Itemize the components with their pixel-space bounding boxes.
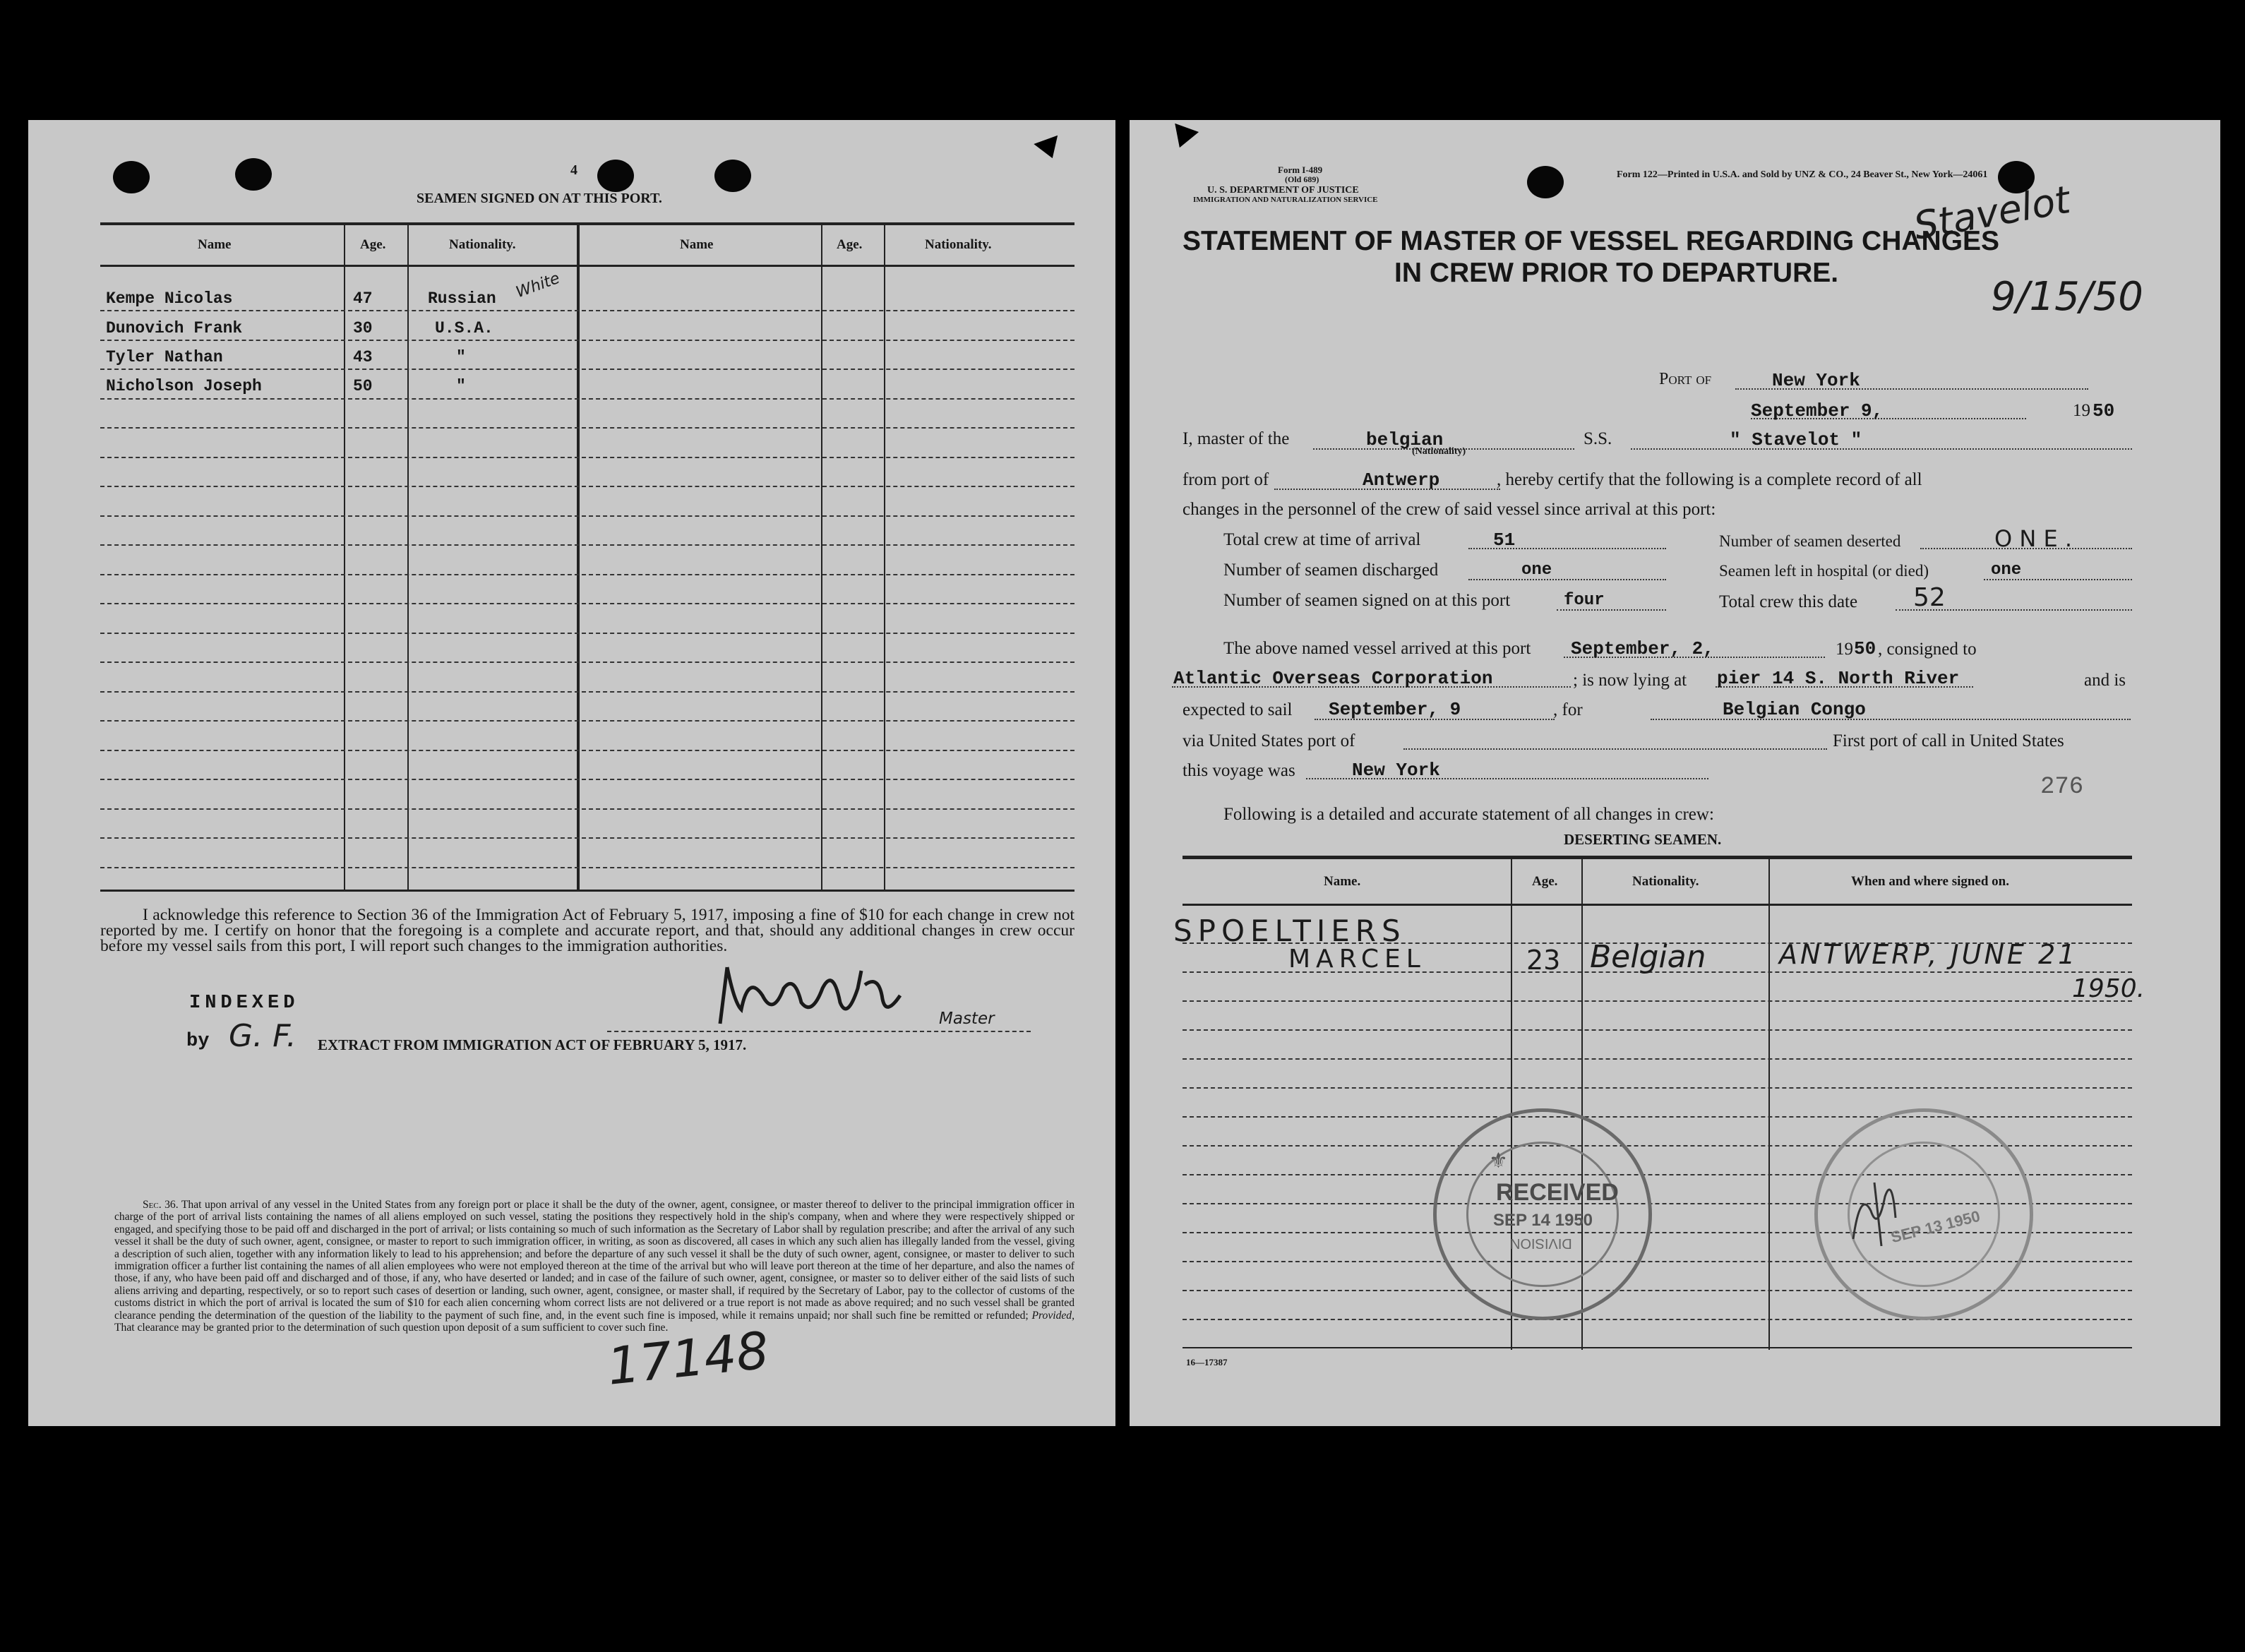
table-row-line xyxy=(100,837,1074,839)
table-row-line xyxy=(100,544,1074,546)
table-row-line xyxy=(100,779,1074,780)
certify-text: , hereby certify that the following is a complete record of all xyxy=(1497,470,1922,489)
desert-col-name: Name. xyxy=(1324,874,1361,889)
service: IMMIGRATION AND NATURALIZATION SERVICE xyxy=(1193,196,1378,204)
consigned-label: , consigned to xyxy=(1878,640,1977,659)
indexed-stamp: INDEXED xyxy=(189,993,299,1014)
consignee: Atlantic Overseas Corporation xyxy=(1173,668,1493,689)
ss-label: S.S. xyxy=(1584,429,1612,448)
table-row-line xyxy=(1183,1116,2132,1118)
voyage-label: this voyage was xyxy=(1183,761,1295,780)
line xyxy=(1403,748,1827,750)
line xyxy=(1631,448,2132,450)
table-row-line xyxy=(100,369,1074,370)
master-label: Master xyxy=(939,1010,995,1028)
desert-col-signed-on: When and where signed on. xyxy=(1851,874,2010,889)
deserter-nationality: Belgian xyxy=(1590,939,1706,975)
col-divider xyxy=(407,222,409,890)
handwritten-vessel: Stavelot xyxy=(1910,177,2073,249)
table-row-line xyxy=(100,398,1074,400)
hospital-label: Seamen left in hospital (or died) xyxy=(1719,562,1929,580)
stamp-received: RECEIVED xyxy=(1496,1179,1619,1206)
stamp-date: SEP 14 1950 xyxy=(1493,1211,1593,1230)
via-label: via United States port of xyxy=(1183,731,1355,750)
certify-text-2: changes in the personnel of the crew of said vessel since arrival at this port: xyxy=(1183,500,1716,519)
table-row-line xyxy=(1183,1319,2132,1320)
port-of-label: Port of xyxy=(1659,370,1712,388)
and-is-label: and is xyxy=(2084,671,2126,690)
seaman-age: 50 xyxy=(353,377,373,395)
table-row-line xyxy=(100,486,1074,487)
table-top-rule xyxy=(100,222,1074,225)
arrived-year-prefix: 19 xyxy=(1836,640,1853,659)
deserted-value: O N E . xyxy=(1994,525,2073,552)
total-crew-arrival-value: 51 xyxy=(1493,529,1516,551)
printer-line: Form 122—Printed in U.S.A. and Sold by UNZ & CO., 24 Beaver St., New York—24061 xyxy=(1617,169,1988,180)
form-number: Form I-489 xyxy=(1278,164,1323,175)
arrived-label: The above named vessel arrived at this port xyxy=(1223,639,1531,658)
col-header-nationality: Nationality. xyxy=(925,237,992,252)
desert-col-age: Age. xyxy=(1532,874,1558,889)
signature-line xyxy=(607,1031,1031,1032)
expected-label: expected to sail xyxy=(1183,700,1293,719)
first-port-label: First port of call in United States xyxy=(1833,731,2064,750)
seaman-age: 47 xyxy=(353,289,373,308)
signed-on-value: four xyxy=(1564,591,1605,610)
indexed-by: by xyxy=(186,1031,210,1052)
from-port-label: from port of xyxy=(1183,470,1269,489)
table-row-line xyxy=(100,515,1074,517)
section-36-text xyxy=(114,1199,1074,1334)
seaman-name: Nicholson Joseph xyxy=(106,377,262,395)
lying-label: ; is now lying at xyxy=(1573,671,1687,690)
table-row-line xyxy=(100,574,1074,575)
punch-hole xyxy=(597,160,634,192)
proviso-word: Provided, xyxy=(1031,1309,1074,1322)
vessel-name: " Stavelot " xyxy=(1730,429,1862,450)
total-today-value: 52 xyxy=(1913,583,1946,612)
date-value: September 9, xyxy=(1751,400,1884,421)
table-header-rule xyxy=(100,265,1074,267)
stamp2-date: SEP 13 1950 xyxy=(1888,1207,1982,1247)
col-divider xyxy=(884,222,885,890)
arrived-value: September, 2, xyxy=(1571,638,1714,659)
punch-hole xyxy=(714,160,751,192)
received-stamp xyxy=(1433,1108,1652,1320)
punch-hole xyxy=(235,158,272,191)
col-header-nationality: Nationality. xyxy=(449,237,516,252)
seaman-nationality: " xyxy=(456,348,466,366)
table-row-line xyxy=(100,750,1074,751)
col-divider xyxy=(577,222,580,890)
table-row-line xyxy=(100,808,1074,810)
voyage-value: New York xyxy=(1352,760,1440,781)
nationality-value: belgian xyxy=(1366,429,1444,450)
deserter-surname: SPOELTIERS xyxy=(1173,914,1406,948)
seaman-age: 43 xyxy=(353,348,373,366)
department: U. S. DEPARTMENT OF JUSTICE xyxy=(1207,185,1359,196)
seaman-nationality: Russian xyxy=(428,289,496,308)
proviso-text: That clearance may be granted prior to the determination of such question upon deposit of a sum sufficient to cover such fine. xyxy=(114,1322,669,1334)
seaman-name: Tyler Nathan xyxy=(106,348,223,366)
secondary-stamp xyxy=(1814,1108,2033,1320)
punch-hole xyxy=(113,161,150,193)
deserted-label: Number of seamen deserted xyxy=(1719,532,1901,550)
expected-for-value: Belgian Congo xyxy=(1723,699,1866,720)
desert-col-nationality: Nationality. xyxy=(1632,874,1699,889)
section-body: That upon arrival of any vessel in the United States from any foreign port or place it shall be the duty of the owner, agent, consignee, or master thereof to deliver to the principal immigration officer in charge of the port of arrival lists containing the names of all aliens employed on such vessel, stating the positions they respectively hold in the ship's company, when and where they were respectively shipped or engaged, and specifying those to be paid off and discharged in the port of arrival; or lists containing so much of such information as the Secretary of Labor shall by regulation prescribe; and after the arrival of any such vessel it shall be the duty of such owner, agent, consignee, or master to report to such immigration officer, in writing, as soon as discovered, all cases in which any such alien has illegally landed from the vessel, giving a description of such alien, together with any information likely to lead to his apprehension; and before the departure of any such vessel it shall be the duty of such owner, agent, consignee, or master to deliver to such immigration officer a further list containing the names of all alien employees who were not employed thereon at the time of the arrival but who will leave port thereon at the time of her departure, and also the names of those, if any, who have been paid off and discharged and of those, if any, who have deserted or landed; and in case of the failure of such owner, agent, consignee, or master so to deliver either of the said lists of such aliens arriving and departing, respectively, or so to report such cases of desertion or landing, such owner, agent, consignee, or master shall, if required by the Secretary of Labor, pay to the collector of customs of the customs district in which the port of arrival is located the sum of $10 for each alien concerning whom correct lists are not delivered or a true report is not made as above required; and no such vessel shall be granted clearance pending the determination of the question of the liability to the payment of such fine, and, in the event such fine is imposed, while it remains unpaid; nor shall such fine be remitted or refunded; xyxy=(114,1199,1074,1322)
nationality-caption: (Nationality) xyxy=(1412,446,1466,457)
deserter-given-name: MARCEL xyxy=(1288,945,1426,974)
table-row-line xyxy=(1183,1029,2132,1031)
punch-hole xyxy=(1527,166,1564,198)
table-row-line xyxy=(1183,1087,2132,1089)
col-header-name: Name xyxy=(680,237,714,252)
table-row-line xyxy=(100,457,1074,458)
port-of-value: New York xyxy=(1772,370,1860,391)
table-row-line xyxy=(100,427,1074,429)
stamp-emblem-icon: ⚜ xyxy=(1489,1149,1508,1173)
year-prefix: 19 xyxy=(2073,401,2090,420)
following-label: Following is a detailed and accurate statement of all changes in crew: xyxy=(1223,805,1714,824)
seaman-nationality: " xyxy=(456,377,466,395)
section-label: Sec. 36. xyxy=(143,1199,179,1211)
form-title-line2: IN CREW PRIOR TO DEPARTURE. xyxy=(1394,258,1839,288)
table-row-line xyxy=(100,662,1074,663)
master-signature xyxy=(706,960,960,1031)
master-of-label: I, master of the xyxy=(1183,429,1290,448)
indexed-initials: G. F. xyxy=(229,1018,297,1054)
signed-on-label: Number of seamen signed on at this port xyxy=(1223,591,1511,610)
col-header-name: Name xyxy=(198,237,232,252)
expected-value: September, 9 xyxy=(1329,699,1461,720)
line xyxy=(1468,579,1666,580)
col-header-age: Age. xyxy=(837,237,863,252)
stamped-number: 276 xyxy=(2040,774,2084,801)
from-port-value: Antwerp xyxy=(1363,469,1440,491)
discharged-label: Number of seamen discharged xyxy=(1223,561,1439,580)
page-number: 4 xyxy=(570,162,577,178)
handwritten-date: 9/15/50 xyxy=(1991,274,2143,320)
table-row-line xyxy=(100,340,1074,341)
hospital-value: one xyxy=(1991,561,2022,580)
table-row-line xyxy=(100,633,1074,634)
deserter-signed-year: 1950. xyxy=(2072,974,2145,1003)
handwritten-number: 17148 xyxy=(604,1320,772,1396)
acknowledgement-text: I acknowledge this reference to Section 36 of the Immigration Act of February 5, 1917, imposing a fine of $10 for each change in crew not reported by me. I certify on honor that the foregoing is a complete and accurate report, and that, should any additional changes in crew occur before my vessel sails from this port, I will report such changes to the immigration authorities. xyxy=(100,906,1074,955)
handwritten-note: White xyxy=(513,269,563,302)
form-old: (Old 689) xyxy=(1285,174,1319,184)
table-row-line xyxy=(100,720,1074,722)
col-divider xyxy=(821,222,822,890)
stamp-division: DIVISION xyxy=(1510,1235,1572,1251)
section-title: SEAMEN SIGNED ON AT THIS PORT. xyxy=(417,191,662,206)
seaman-name: Kempe Nicolas xyxy=(106,289,233,308)
lying-value: pier 14 S. North River xyxy=(1717,668,1960,689)
table-row-line xyxy=(100,310,1074,311)
table-row-line xyxy=(1183,1058,2132,1060)
col-divider xyxy=(344,222,345,890)
stamp-initials-signature xyxy=(1846,1168,1910,1253)
table-row-line xyxy=(100,603,1074,604)
table-bottom-rule xyxy=(1183,1347,2132,1348)
expected-for-label: , for xyxy=(1553,700,1583,719)
seaman-nationality: U.S.A. xyxy=(435,319,493,337)
table-row-line xyxy=(100,867,1074,868)
left-page xyxy=(28,120,1115,1426)
deserting-title: DESERTING SEAMEN. xyxy=(1564,831,1722,848)
total-crew-arrival-label: Total crew at time of arrival xyxy=(1223,530,1421,549)
extract-title: EXTRACT FROM IMMIGRATION ACT OF FEBRUARY 5, 1917. xyxy=(318,1036,747,1053)
table-header-rule xyxy=(1183,904,2132,906)
table-row-line xyxy=(100,691,1074,693)
right-page xyxy=(1130,120,2220,1426)
form-code: 16—17387 xyxy=(1186,1357,1228,1367)
form-title-line1: STATEMENT OF MASTER OF VESSEL REGARDING CHANGES xyxy=(1183,226,2000,256)
discharged-value: one xyxy=(1521,561,1552,580)
table-bottom-rule xyxy=(100,890,1074,892)
col-header-age: Age. xyxy=(360,237,386,252)
seaman-age: 30 xyxy=(353,319,373,337)
deserter-age: 23 xyxy=(1526,945,1561,976)
table-top-rule xyxy=(1183,856,2132,859)
seaman-name: Dunovich Frank xyxy=(106,319,243,337)
total-today-label: Total crew this date xyxy=(1719,592,1858,611)
col-divider xyxy=(1768,856,1770,1350)
arrived-year-value: 50 xyxy=(1854,638,1876,659)
year-value: 50 xyxy=(2093,400,2115,421)
deserter-signed-on: ANTWERP, JUNE 21 xyxy=(1779,939,2078,970)
table-row-line xyxy=(1183,1000,2132,1002)
